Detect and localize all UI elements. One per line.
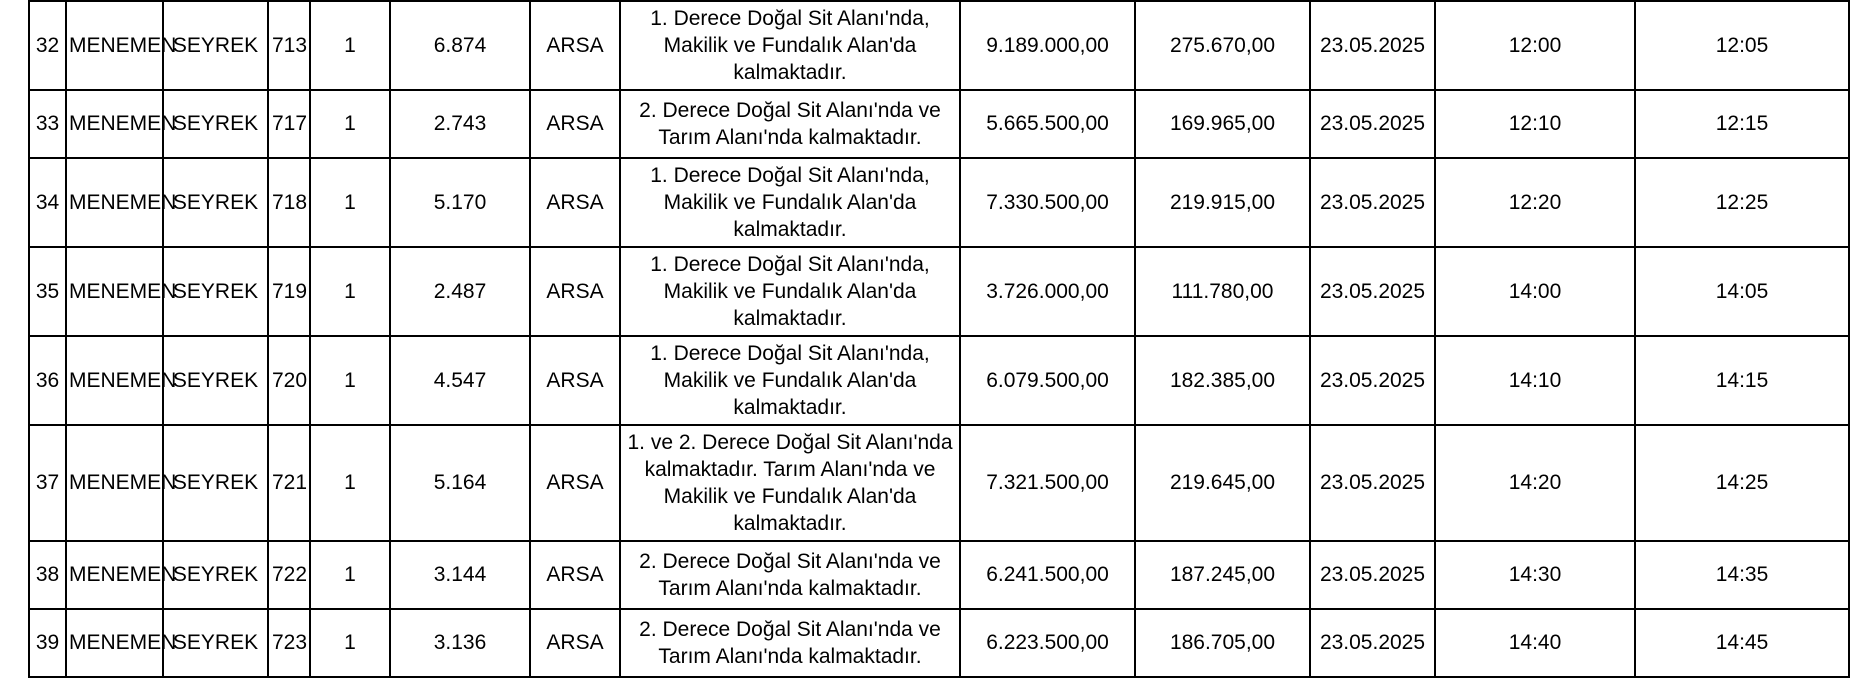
price-cell: 3.726.000,00 <box>960 247 1135 336</box>
district-cell: MENEMEN <box>66 158 163 247</box>
row-number: 33 <box>29 90 66 158</box>
table-row <box>29 247 1849 336</box>
table-row <box>29 541 1849 609</box>
deposit-cell: 182.385,00 <box>1135 336 1310 425</box>
area-cell: 4.547 <box>390 336 530 425</box>
price-cell: 6.223.500,00 <box>960 609 1135 677</box>
neighborhood-cell: SEYREK <box>163 158 268 247</box>
end-time-cell: 12:15 <box>1635 90 1849 158</box>
row-number: 36 <box>29 336 66 425</box>
description-cell: 1. Derece Doğal Sit Alanı'nda, Makilik ve Fundalık Alan'da kalmaktadır. <box>620 247 960 336</box>
price-cell: 6.079.500,00 <box>960 336 1135 425</box>
type-cell: ARSA <box>530 609 620 677</box>
price-cell: 7.321.500,00 <box>960 425 1135 541</box>
district-cell: MENEMEN <box>66 609 163 677</box>
area-cell: 2.487 <box>390 247 530 336</box>
description-cell: 1. Derece Doğal Sit Alanı'nda, Makilik ve Fundalık Alan'da kalmaktadır. <box>620 1 960 90</box>
table-row <box>29 609 1849 677</box>
area-cell: 5.170 <box>390 158 530 247</box>
parcel-cell: 1 <box>310 247 390 336</box>
neighborhood-cell: SEYREK <box>163 247 268 336</box>
description-cell: 2. Derece Doğal Sit Alanı'nda ve Tarım Alanı'nda kalmaktadır. <box>620 609 960 677</box>
row-number: 35 <box>29 247 66 336</box>
start-time-cell: 14:30 <box>1435 541 1635 609</box>
type-cell: ARSA <box>530 541 620 609</box>
row-number: 37 <box>29 425 66 541</box>
block-cell: 723 <box>268 609 310 677</box>
table-row <box>29 336 1849 425</box>
district-cell: MENEMEN <box>66 247 163 336</box>
deposit-cell: 275.670,00 <box>1135 1 1310 90</box>
area-cell: 5.164 <box>390 425 530 541</box>
deposit-cell: 169.965,00 <box>1135 90 1310 158</box>
date-cell: 23.05.2025 <box>1310 336 1435 425</box>
type-cell: ARSA <box>530 425 620 541</box>
deposit-cell: 219.915,00 <box>1135 158 1310 247</box>
neighborhood-cell: SEYREK <box>163 90 268 158</box>
end-time-cell: 14:25 <box>1635 425 1849 541</box>
end-time-cell: 14:15 <box>1635 336 1849 425</box>
block-cell: 719 <box>268 247 310 336</box>
district-cell: MENEMEN <box>66 425 163 541</box>
type-cell: ARSA <box>530 1 620 90</box>
table-row <box>29 90 1849 158</box>
neighborhood-cell: SEYREK <box>163 1 268 90</box>
row-number: 34 <box>29 158 66 247</box>
parcel-cell: 1 <box>310 158 390 247</box>
date-cell: 23.05.2025 <box>1310 609 1435 677</box>
neighborhood-cell: SEYREK <box>163 541 268 609</box>
start-time-cell: 12:20 <box>1435 158 1635 247</box>
parcel-cell: 1 <box>310 541 390 609</box>
end-time-cell: 12:05 <box>1635 1 1849 90</box>
description-cell: 1. Derece Doğal Sit Alanı'nda, Makilik ve Fundalık Alan'da kalmaktadır. <box>620 158 960 247</box>
end-time-cell: 12:25 <box>1635 158 1849 247</box>
type-cell: ARSA <box>530 158 620 247</box>
parcel-cell: 1 <box>310 425 390 541</box>
block-cell: 713 <box>268 1 310 90</box>
description-cell: 1. Derece Doğal Sit Alanı'nda, Makilik ve Fundalık Alan'da kalmaktadır. <box>620 336 960 425</box>
district-cell: MENEMEN <box>66 90 163 158</box>
date-cell: 23.05.2025 <box>1310 247 1435 336</box>
end-time-cell: 14:45 <box>1635 609 1849 677</box>
date-cell: 23.05.2025 <box>1310 158 1435 247</box>
date-cell: 23.05.2025 <box>1310 541 1435 609</box>
date-cell: 23.05.2025 <box>1310 90 1435 158</box>
area-cell: 3.136 <box>390 609 530 677</box>
type-cell: ARSA <box>530 336 620 425</box>
table-row <box>29 158 1849 247</box>
district-cell: MENEMEN <box>66 1 163 90</box>
start-time-cell: 12:00 <box>1435 1 1635 90</box>
parcel-auction-table <box>28 0 1850 678</box>
district-cell: MENEMEN <box>66 336 163 425</box>
block-cell: 718 <box>268 158 310 247</box>
neighborhood-cell: SEYREK <box>163 609 268 677</box>
price-cell: 7.330.500,00 <box>960 158 1135 247</box>
date-cell: 23.05.2025 <box>1310 425 1435 541</box>
end-time-cell: 14:05 <box>1635 247 1849 336</box>
parcel-cell: 1 <box>310 609 390 677</box>
date-cell: 23.05.2025 <box>1310 1 1435 90</box>
neighborhood-cell: SEYREK <box>163 336 268 425</box>
district-cell: MENEMEN <box>66 541 163 609</box>
area-cell: 3.144 <box>390 541 530 609</box>
price-cell: 9.189.000,00 <box>960 1 1135 90</box>
parcel-cell: 1 <box>310 90 390 158</box>
deposit-cell: 186.705,00 <box>1135 609 1310 677</box>
row-number: 39 <box>29 609 66 677</box>
table-row <box>29 425 1849 541</box>
deposit-cell: 187.245,00 <box>1135 541 1310 609</box>
table-row <box>29 1 1849 90</box>
start-time-cell: 14:00 <box>1435 247 1635 336</box>
deposit-cell: 219.645,00 <box>1135 425 1310 541</box>
area-cell: 2.743 <box>390 90 530 158</box>
price-cell: 6.241.500,00 <box>960 541 1135 609</box>
area-cell: 6.874 <box>390 1 530 90</box>
parcel-cell: 1 <box>310 1 390 90</box>
description-cell: 2. Derece Doğal Sit Alanı'nda ve Tarım Alanı'nda kalmaktadır. <box>620 541 960 609</box>
block-cell: 720 <box>268 336 310 425</box>
start-time-cell: 14:20 <box>1435 425 1635 541</box>
neighborhood-cell: SEYREK <box>163 425 268 541</box>
end-time-cell: 14:35 <box>1635 541 1849 609</box>
block-cell: 721 <box>268 425 310 541</box>
type-cell: ARSA <box>530 247 620 336</box>
price-cell: 5.665.500,00 <box>960 90 1135 158</box>
parcel-cell: 1 <box>310 336 390 425</box>
row-number: 38 <box>29 541 66 609</box>
description-cell: 2. Derece Doğal Sit Alanı'nda ve Tarım Alanı'nda kalmaktadır. <box>620 90 960 158</box>
deposit-cell: 111.780,00 <box>1135 247 1310 336</box>
start-time-cell: 12:10 <box>1435 90 1635 158</box>
block-cell: 722 <box>268 541 310 609</box>
start-time-cell: 14:40 <box>1435 609 1635 677</box>
start-time-cell: 14:10 <box>1435 336 1635 425</box>
type-cell: ARSA <box>530 90 620 158</box>
description-cell: 1. ve 2. Derece Doğal Sit Alanı'nda kalmaktadır. Tarım Alanı'nda ve Makilik ve Fundalık Alan'da kalmaktadır. <box>620 425 960 541</box>
block-cell: 717 <box>268 90 310 158</box>
row-number: 32 <box>29 1 66 90</box>
